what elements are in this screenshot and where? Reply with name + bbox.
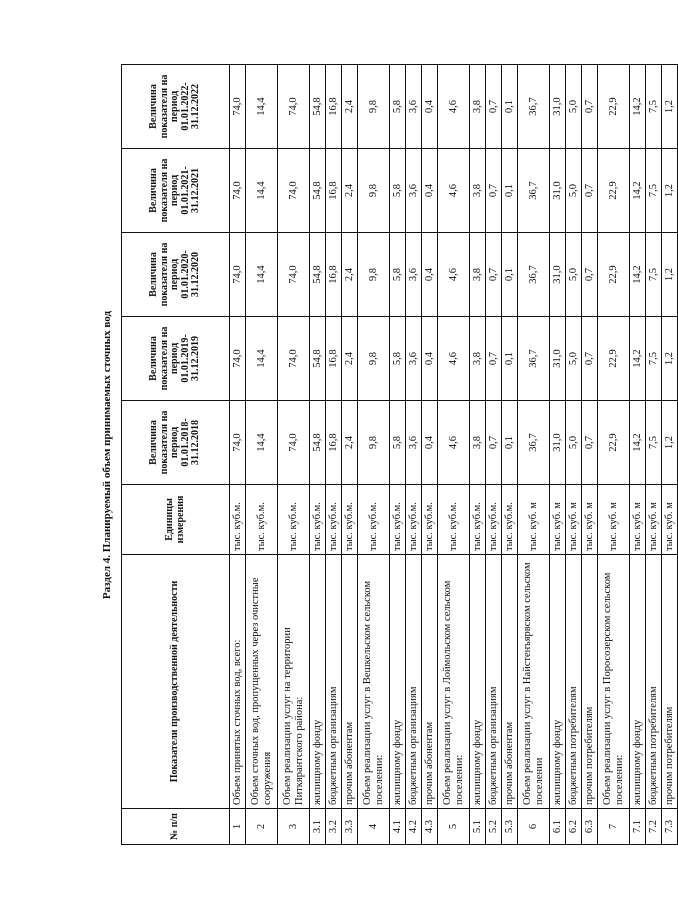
row-number: 6.1 xyxy=(550,809,566,845)
row-number: 7.2 xyxy=(646,809,662,845)
row-value: 0,1 xyxy=(502,65,518,149)
row-indicator: жилищному фонду xyxy=(470,555,486,809)
row-unit: тыс. куб. м xyxy=(550,485,566,555)
row-value: 9,8 xyxy=(358,65,390,149)
row-value: 0,1 xyxy=(502,233,518,317)
row-indicator: прочим потребителям xyxy=(582,555,598,809)
row-value: 22,9 xyxy=(598,401,630,485)
table-row xyxy=(582,65,598,845)
row-value: 31,0 xyxy=(550,317,566,401)
header-unit: Единицы измерения xyxy=(122,485,230,555)
row-value: 36,7 xyxy=(518,233,550,317)
row-number: 3.3 xyxy=(342,809,358,845)
row-unit: тыс. куб. м xyxy=(518,485,550,555)
row-unit: тыс. куб. м xyxy=(662,485,678,555)
row-number: 6.2 xyxy=(566,809,582,845)
row-unit: тыс. куб.м. xyxy=(230,485,246,555)
row-value: 54,8 xyxy=(310,233,326,317)
row-indicator: Объем реализации услуг в Поросозерском сельском поселении: xyxy=(598,555,630,809)
row-value: 0,7 xyxy=(486,149,502,233)
table-row xyxy=(646,65,662,845)
row-indicator: бюджетным потребителям xyxy=(566,555,582,809)
row-value: 4,6 xyxy=(438,401,470,485)
table-row xyxy=(326,65,342,845)
table-row xyxy=(598,65,630,845)
row-number: 4.1 xyxy=(390,809,406,845)
row-value: 14,2 xyxy=(630,401,646,485)
row-value: 16,8 xyxy=(326,65,342,149)
row-value: 5,8 xyxy=(390,317,406,401)
row-value: 0,4 xyxy=(422,401,438,485)
row-value: 22,9 xyxy=(598,149,630,233)
row-value: 3,6 xyxy=(406,65,422,149)
row-value: 0,7 xyxy=(486,233,502,317)
row-indicator: жилищному фонду xyxy=(550,555,566,809)
table-row xyxy=(518,65,550,845)
row-value: 54,8 xyxy=(310,317,326,401)
table-row xyxy=(662,65,678,845)
row-unit: тыс. куб. м xyxy=(646,485,662,555)
table-row xyxy=(566,65,582,845)
row-value: 36,7 xyxy=(518,149,550,233)
row-value: 14,4 xyxy=(246,233,278,317)
row-value: 74,0 xyxy=(278,401,310,485)
row-indicator: жилищному фонду xyxy=(390,555,406,809)
row-value: 5,8 xyxy=(390,65,406,149)
row-indicator: бюджетным потребителям xyxy=(646,555,662,809)
row-value: 74,0 xyxy=(278,149,310,233)
row-value: 54,8 xyxy=(310,401,326,485)
row-number: 5.1 xyxy=(470,809,486,845)
row-number: 5.3 xyxy=(502,809,518,845)
row-value: 0,1 xyxy=(502,149,518,233)
row-value: 1,2 xyxy=(662,233,678,317)
row-value: 14,4 xyxy=(246,317,278,401)
row-value: 22,9 xyxy=(598,233,630,317)
row-value: 0,4 xyxy=(422,65,438,149)
row-value: 3,8 xyxy=(470,149,486,233)
row-value: 2,4 xyxy=(342,401,358,485)
header-2022: Величина показателя на период 01.01.2022-31.12.2022 xyxy=(122,65,230,149)
row-value: 14,2 xyxy=(630,233,646,317)
table-row xyxy=(342,65,358,845)
row-value: 31,0 xyxy=(550,401,566,485)
header-num: № п/п xyxy=(122,809,230,845)
header-indicator: Показатели производственной деятельности xyxy=(122,555,230,809)
row-value: 3,8 xyxy=(470,401,486,485)
row-indicator: бюджетным организациям xyxy=(486,555,502,809)
row-number: 4.3 xyxy=(422,809,438,845)
row-value: 4,6 xyxy=(438,149,470,233)
row-value: 0,7 xyxy=(582,317,598,401)
row-value: 9,8 xyxy=(358,317,390,401)
wastewater-volume-table xyxy=(121,64,678,845)
table-body xyxy=(230,65,678,845)
row-value: 4,6 xyxy=(438,233,470,317)
row-unit: тыс. куб.м. xyxy=(390,485,406,555)
row-indicator: прочим абонентам xyxy=(502,555,518,809)
row-value: 74,0 xyxy=(278,233,310,317)
row-value: 14,4 xyxy=(246,149,278,233)
row-indicator: Объем реализации услуг в Лоймольском сельском поселении: xyxy=(438,555,470,809)
row-value: 31,0 xyxy=(550,65,566,149)
row-value: 2,4 xyxy=(342,65,358,149)
row-value: 7,5 xyxy=(646,401,662,485)
row-number: 3 xyxy=(278,809,310,845)
row-value: 36,7 xyxy=(518,401,550,485)
row-indicator: жилищному фонду xyxy=(310,555,326,809)
table-row xyxy=(406,65,422,845)
row-value: 7,5 xyxy=(646,65,662,149)
row-value: 1,2 xyxy=(662,149,678,233)
row-value: 36,7 xyxy=(518,317,550,401)
row-unit: тыс. куб. м xyxy=(630,485,646,555)
row-value: 2,4 xyxy=(342,149,358,233)
row-value: 0,4 xyxy=(422,149,438,233)
row-number: 7.1 xyxy=(630,809,646,845)
row-value: 5,0 xyxy=(566,65,582,149)
row-value: 4,6 xyxy=(438,65,470,149)
row-value: 22,9 xyxy=(598,65,630,149)
row-value: 74,0 xyxy=(278,65,310,149)
row-number: 7 xyxy=(598,809,630,845)
row-indicator: прочим потребителям xyxy=(662,555,678,809)
row-value: 2,4 xyxy=(342,233,358,317)
table-row xyxy=(630,65,646,845)
row-unit: тыс. куб. м xyxy=(582,485,598,555)
row-unit: тыс. куб. м xyxy=(598,485,630,555)
row-value: 14,4 xyxy=(246,401,278,485)
table-row xyxy=(358,65,390,845)
row-number: 1 xyxy=(230,809,246,845)
table-row xyxy=(390,65,406,845)
rotated-page xyxy=(93,65,675,845)
row-value: 14,2 xyxy=(630,65,646,149)
header-2021: Величина показателя на период 01.01.2021-31.12.2021 xyxy=(122,149,230,233)
header-2018: Величина показателя на период 01.01.2018-31.12.2018 xyxy=(122,401,230,485)
table-row xyxy=(438,65,470,845)
row-value: 74,0 xyxy=(230,233,246,317)
row-value: 31,0 xyxy=(550,233,566,317)
table-row xyxy=(230,65,246,845)
row-indicator: Объем сточных вод, пропущенных через очистные сооружения xyxy=(246,555,278,809)
row-value: 3,8 xyxy=(470,317,486,401)
row-number: 5.2 xyxy=(486,809,502,845)
section-title: Раздел 4. Планируемый объем принимаемых сточных вод xyxy=(101,310,113,600)
row-unit: тыс. куб.м. xyxy=(246,485,278,555)
row-value: 14,2 xyxy=(630,149,646,233)
row-value: 4,6 xyxy=(438,317,470,401)
row-value: 16,8 xyxy=(326,149,342,233)
row-value: 9,8 xyxy=(358,233,390,317)
row-indicator: бюджетным организациям xyxy=(326,555,342,809)
row-number: 5 xyxy=(438,809,470,845)
row-value: 74,0 xyxy=(230,149,246,233)
row-value: 1,2 xyxy=(662,65,678,149)
row-value: 5,8 xyxy=(390,401,406,485)
row-unit: тыс. куб.м. xyxy=(278,485,310,555)
row-indicator: бюджетным организациям xyxy=(406,555,422,809)
row-number: 3.1 xyxy=(310,809,326,845)
row-number: 6.3 xyxy=(582,809,598,845)
row-value: 7,5 xyxy=(646,233,662,317)
row-value: 3,6 xyxy=(406,233,422,317)
row-value: 5,0 xyxy=(566,317,582,401)
row-value: 0,4 xyxy=(422,317,438,401)
row-value: 5,8 xyxy=(390,233,406,317)
row-value: 0,7 xyxy=(582,149,598,233)
row-value: 14,4 xyxy=(246,65,278,149)
row-number: 3.2 xyxy=(326,809,342,845)
row-unit: тыс. куб.м. xyxy=(342,485,358,555)
table-row xyxy=(550,65,566,845)
row-value: 5,0 xyxy=(566,233,582,317)
row-unit: тыс. куб.м. xyxy=(470,485,486,555)
row-value: 9,8 xyxy=(358,401,390,485)
row-unit: тыс. куб.м. xyxy=(422,485,438,555)
row-value: 3,8 xyxy=(470,65,486,149)
row-unit: тыс. куб.м. xyxy=(502,485,518,555)
row-number: 6 xyxy=(518,809,550,845)
row-unit: тыс. куб.м. xyxy=(406,485,422,555)
table-row xyxy=(486,65,502,845)
row-value: 14,2 xyxy=(630,317,646,401)
row-value: 9,8 xyxy=(358,149,390,233)
row-value: 0,1 xyxy=(502,317,518,401)
row-value: 2,4 xyxy=(342,317,358,401)
row-value: 74,0 xyxy=(230,401,246,485)
row-value: 0,7 xyxy=(486,317,502,401)
row-value: 22,9 xyxy=(598,317,630,401)
row-number: 4 xyxy=(358,809,390,845)
row-unit: тыс. куб.м. xyxy=(486,485,502,555)
row-value: 0,4 xyxy=(422,233,438,317)
row-unit: тыс. куб. м xyxy=(566,485,582,555)
row-value: 3,6 xyxy=(406,317,422,401)
row-value: 3,8 xyxy=(470,233,486,317)
row-value: 1,2 xyxy=(662,401,678,485)
row-value: 0,7 xyxy=(486,65,502,149)
table-row xyxy=(470,65,486,845)
row-value: 1,2 xyxy=(662,317,678,401)
row-number: 4.2 xyxy=(406,809,422,845)
row-value: 16,8 xyxy=(326,233,342,317)
row-unit: тыс. куб.м. xyxy=(326,485,342,555)
header-row xyxy=(122,65,230,845)
row-value: 54,8 xyxy=(310,65,326,149)
row-indicator: прочим абонентам xyxy=(342,555,358,809)
row-value: 0,7 xyxy=(582,65,598,149)
table-row xyxy=(246,65,278,845)
row-value: 3,6 xyxy=(406,149,422,233)
row-value: 7,5 xyxy=(646,317,662,401)
row-value: 74,0 xyxy=(278,317,310,401)
row-indicator: Объем реализации услуг в Вешкельском сельском поселении: xyxy=(358,555,390,809)
row-value: 16,8 xyxy=(326,401,342,485)
row-value: 3,6 xyxy=(406,401,422,485)
table-row xyxy=(502,65,518,845)
row-value: 0,7 xyxy=(582,401,598,485)
row-value: 36,7 xyxy=(518,65,550,149)
row-value: 5,0 xyxy=(566,149,582,233)
table-row xyxy=(422,65,438,845)
table-row xyxy=(310,65,326,845)
row-indicator: жилищному фонду xyxy=(630,555,646,809)
row-value: 74,0 xyxy=(230,317,246,401)
row-unit: тыс. куб.м. xyxy=(358,485,390,555)
row-indicator: Объем реализации услуг в Найстенъярвском сельском поселении xyxy=(518,555,550,809)
row-value: 5,8 xyxy=(390,149,406,233)
row-number: 2 xyxy=(246,809,278,845)
row-value: 74,0 xyxy=(230,65,246,149)
row-value: 0,1 xyxy=(502,401,518,485)
row-value: 16,8 xyxy=(326,317,342,401)
row-unit: тыс. куб.м. xyxy=(310,485,326,555)
row-value: 54,8 xyxy=(310,149,326,233)
table-row xyxy=(278,65,310,845)
row-value: 0,7 xyxy=(582,233,598,317)
row-indicator: прочим абонентам xyxy=(422,555,438,809)
row-value: 0,7 xyxy=(486,401,502,485)
header-2019: Величина показателя на период 01.01.2019-31.12.2019 xyxy=(122,317,230,401)
row-value: 31,0 xyxy=(550,149,566,233)
row-value: 7,5 xyxy=(646,149,662,233)
row-number: 7.3 xyxy=(662,809,678,845)
row-indicator: Объем принятых сточных вод, всего: xyxy=(230,555,246,809)
row-indicator: Объем реализации услуг на территории Питкярантского района: xyxy=(278,555,310,809)
header-2020: Величина показателя на период 01.01.2020-31.12.2020 xyxy=(122,233,230,317)
row-value: 5,0 xyxy=(566,401,582,485)
row-unit: тыс. куб.м. xyxy=(438,485,470,555)
